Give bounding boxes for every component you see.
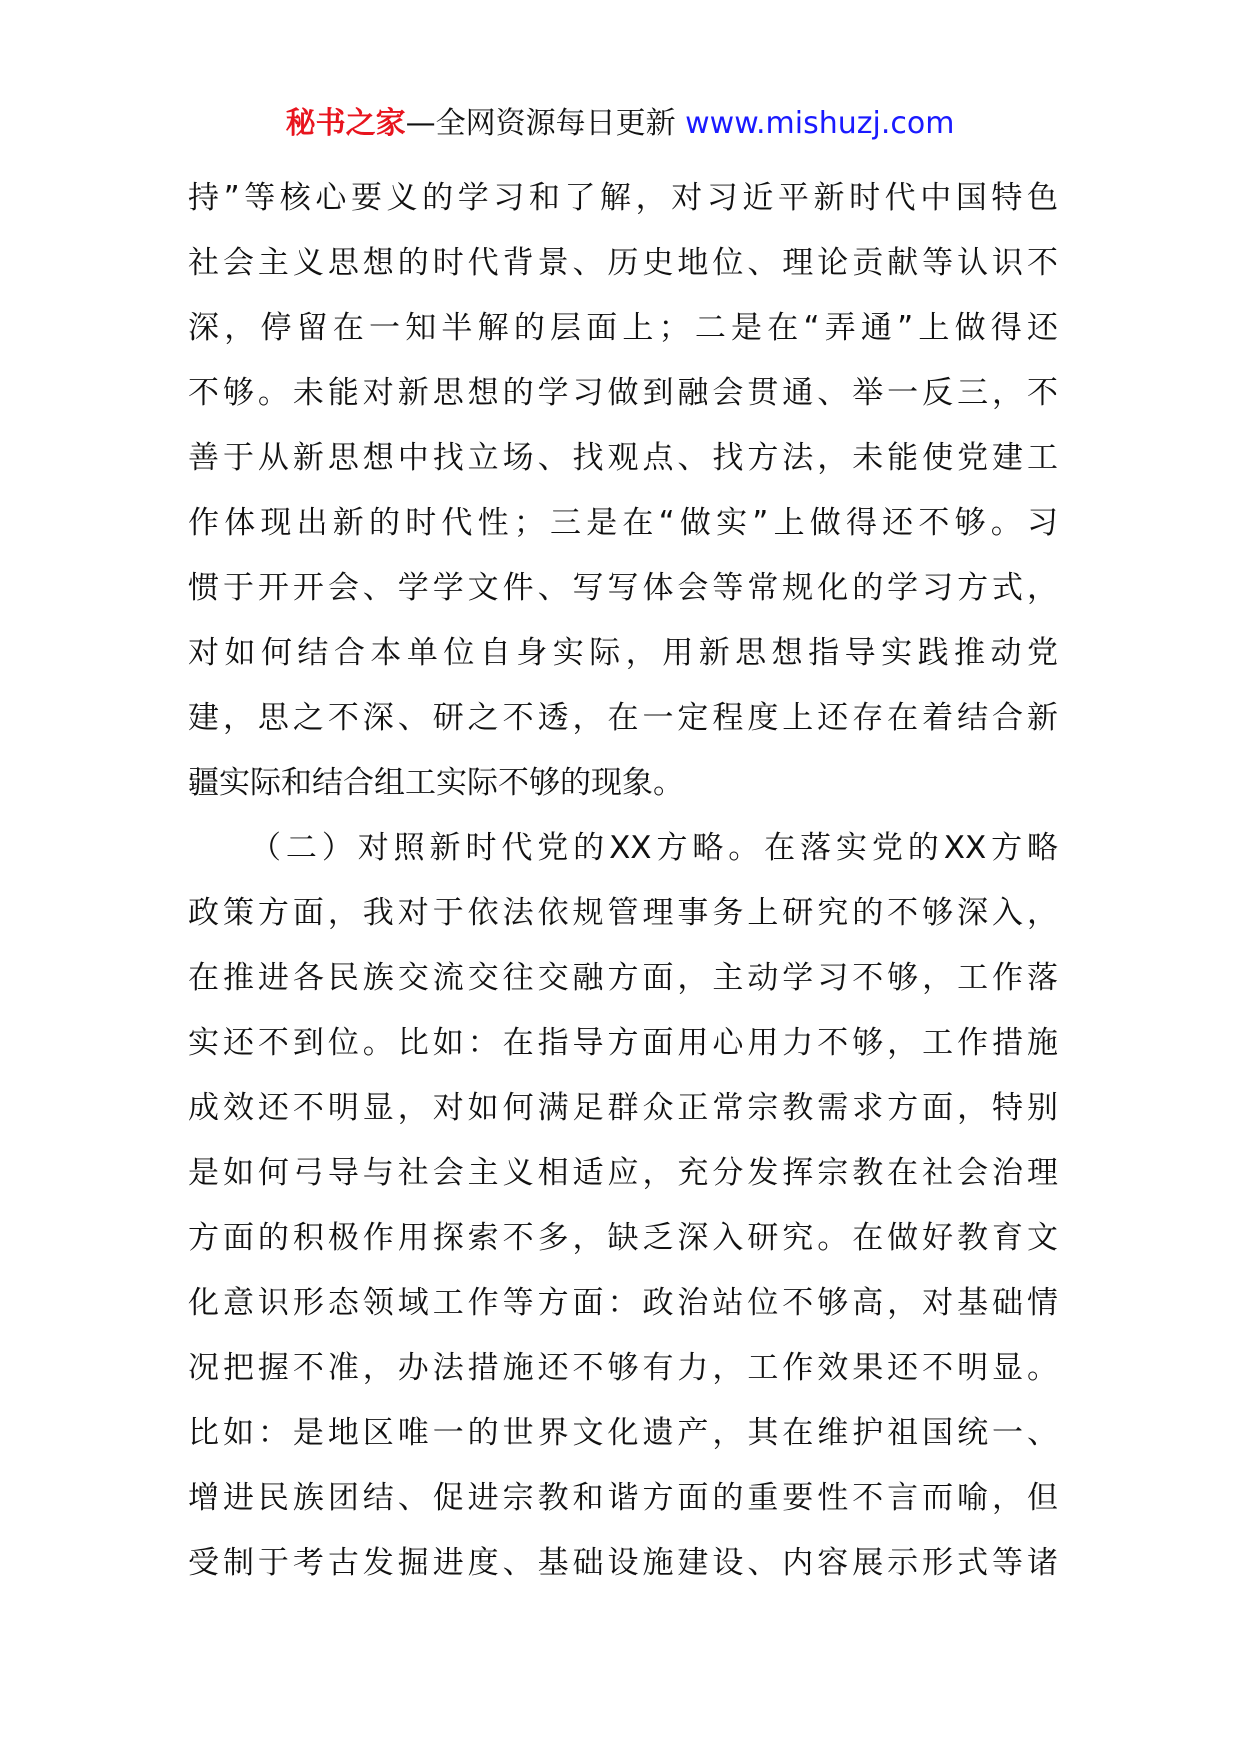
section-heading-line: （二）对照新时代党的XX方略。在落实党的XX方略 bbox=[250, 830, 1058, 866]
site-header bbox=[0, 104, 1240, 144]
text-line: 不够。未能对新思想的学习做到融会贯通、举一反三，不 bbox=[188, 375, 1058, 411]
text-line: 深，停留在一知半解的层面上；二是在“弄通”上做得还 bbox=[188, 310, 1058, 346]
text-line: 作体现出新的时代性；三是在“做实”上做得还不够。习 bbox=[188, 505, 1058, 541]
text-line: 建，思之不深、研之不透，在一定程度上还存在着结合新 bbox=[188, 700, 1058, 736]
text-line: 化意识形态领域工作等方面：政治站位不够高，对基础情 bbox=[188, 1285, 1058, 1321]
text-line: 对如何结合本单位自身实际，用新思想指导实践推动党 bbox=[188, 635, 1058, 671]
text-line: 持”等核心要义的学习和了解，对习近平新时代中国特色 bbox=[188, 180, 1058, 216]
text-line: 善于从新思想中找立场、找观点、找方法，未能使党建工 bbox=[188, 440, 1058, 476]
text-line: 况把握不准，办法措施还不够有力，工作效果还不明显。 bbox=[188, 1350, 1058, 1386]
site-brand: 秘书之家 bbox=[285, 106, 406, 141]
site-url-link[interactable]: www.mishuzj.com bbox=[685, 106, 955, 141]
text-line: 惯于开开会、学学文件、写写体会等常规化的学习方式， bbox=[188, 570, 1058, 606]
text-line: 实还不到位。比如：在指导方面用心用力不够，工作措施 bbox=[188, 1025, 1058, 1061]
text-line: 增进民族团结、促进宗教和谐方面的重要性不言而喻，但 bbox=[188, 1480, 1058, 1516]
document-body bbox=[188, 166, 1058, 1596]
text-line: 疆实际和结合组工实际不够的现象。 bbox=[188, 765, 684, 801]
text-line: 政策方面，我对于依法依规管理事务上研究的不够深入， bbox=[188, 895, 1058, 931]
text-line: 在推进各民族交流交往交融方面，主动学习不够，工作落 bbox=[188, 960, 1058, 996]
text-line: 社会主义思想的时代背景、历史地位、理论贡献等认识不 bbox=[188, 245, 1058, 281]
site-slogan: —全网资源每日更新 bbox=[405, 106, 686, 141]
text-line: 是如何弓导与社会主义相适应，充分发挥宗教在社会治理 bbox=[188, 1155, 1058, 1191]
text-line: 方面的积极作用探索不多，缺乏深入研究。在做好教育文 bbox=[188, 1220, 1058, 1256]
text-line: 比如：是地区唯一的世界文化遗产，其在维护祖国统一、 bbox=[188, 1415, 1058, 1451]
text-line: 受制于考古发掘进度、基础设施建设、内容展示形式等诸 bbox=[188, 1545, 1058, 1581]
text-line: 成效还不明显，对如何满足群众正常宗教需求方面，特别 bbox=[188, 1090, 1058, 1126]
